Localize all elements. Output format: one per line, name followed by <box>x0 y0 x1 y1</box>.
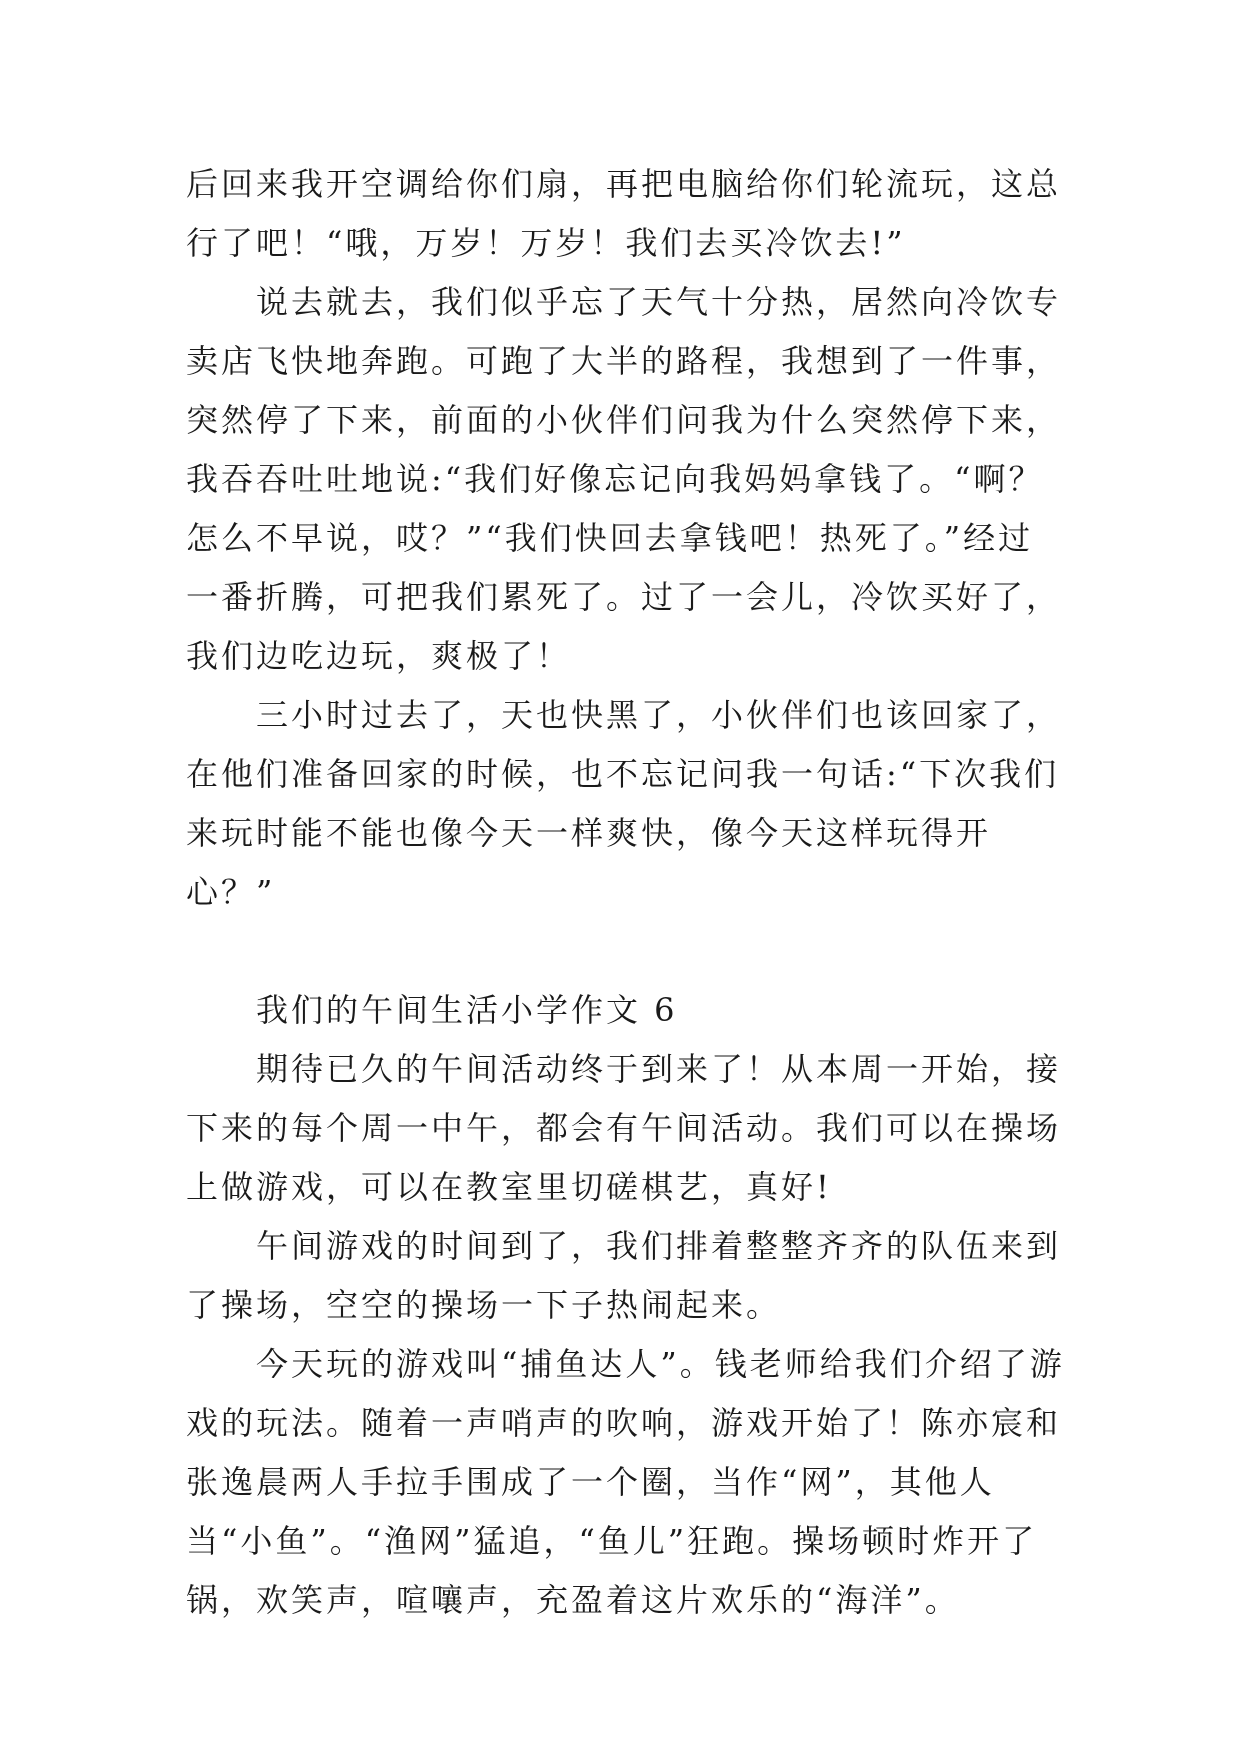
section-heading: 我们的午间生活小学作文 6 <box>256 991 678 1029</box>
paragraph-continuation: 后回来我开空调给你们扇，再把电脑给你们轮流玩，这总行了吧！“哦，万岁！万岁！我们去买冷饮去!” <box>186 165 1062 262</box>
paragraph: 说去就去，我们似乎忘了天气十分热，居然向冷饮专卖店飞快地奔跑。可跑了大半的路程，我想到了一件事，突然停了下来，前面的小伙伴们问我为什么突然停下来，我吞吞吐吐地说:“我们好像忘记向我妈妈拿钱了。“啊？怎么不早说，哎？”“我们快回去拿钱吧！热死了。”经过一番折腾，可把我们累死了。过了一会儿，冷饮买好了，我们边吃边玩，爽极了！ <box>186 283 1062 675</box>
paragraph: 午间游戏的时间到了，我们排着整整齐齐的队伍来到了操场，空空的操场一下子热闹起来。 <box>186 1227 1062 1324</box>
document-body <box>186 155 1066 1630</box>
paragraph: 三小时过去了，天也快黑了，小伙伴们也该回家了，在他们准备回家的时候，也不忘记问我一句话:“下次我们来玩时能不能也像今天一样爽快，像今天这样玩得开心？” <box>186 696 1062 911</box>
section-spacer <box>186 922 1066 981</box>
paragraph: 今天玩的游戏叫“捕鱼达人”。钱老师给我们介绍了游戏的玩法。随着一声哨声的吹响，游戏开始了！陈亦宸和张逸晨两人手拉手围成了一个圈，当作“网”，其他人当“小鱼”。“渔网”猛追，“鱼儿”狂跑。操场顿时炸开了锅，欢笑声，喧嚷声，充盈着这片欢乐的“海洋”。 <box>186 1345 1065 1619</box>
paragraph: 期待已久的午间活动终于到来了！从本周一开始，接下来的每个周一中午，都会有午间活动。我们可以在操场上做游戏，可以在教室里切磋棋艺，真好! <box>186 1050 1062 1206</box>
